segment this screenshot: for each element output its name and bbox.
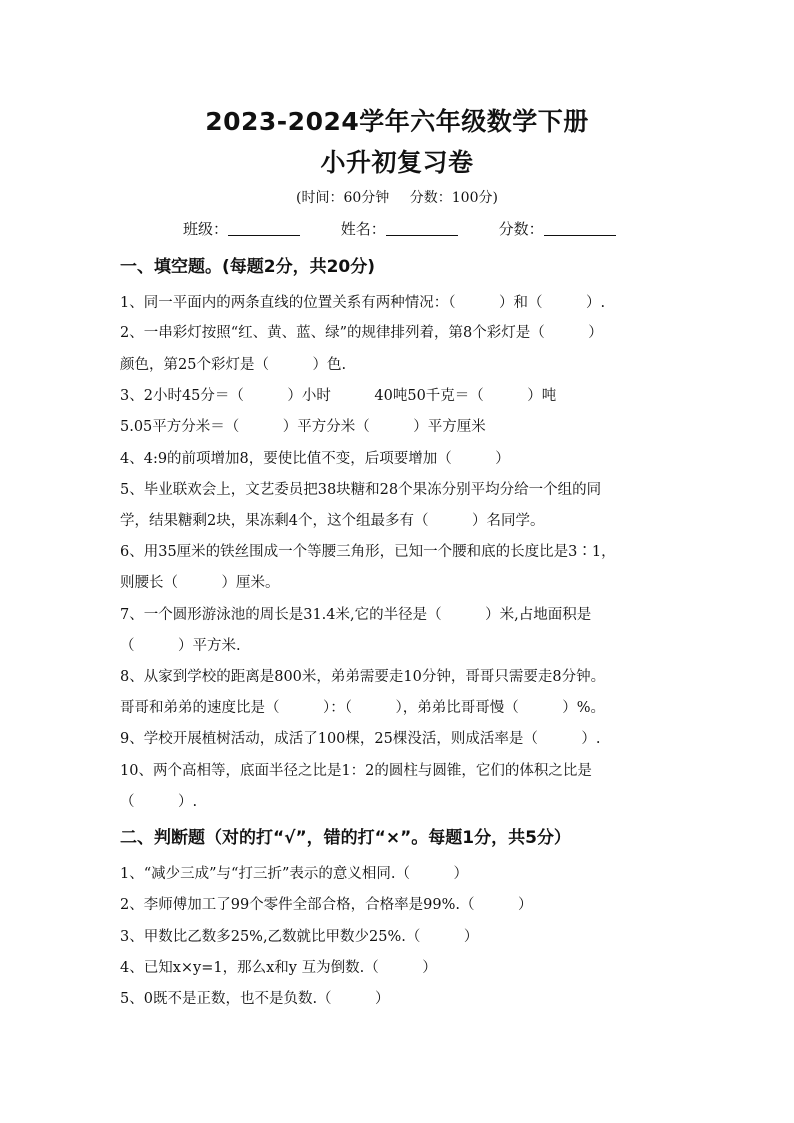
question-line: 3、甲数比乙数多25%,乙数就比甲数少25%.（ ） — [120, 929, 479, 945]
time-info: (时间：60分钟 — [296, 190, 390, 206]
score-blank[interactable] — [544, 221, 616, 236]
question-line: 则腰长（ ）厘米。 — [120, 575, 280, 591]
score-label: 分数： — [498, 220, 544, 238]
question-line: 8、从家到学校的距离是800米，弟弟需要走10分钟，哥哥只需要走8分钟。 — [120, 669, 606, 685]
question-line: 5、0既不是正数，也不是负数.（ ） — [120, 991, 390, 1007]
section-heading-true-false: 二、判断题（对的打“√”，错的打“×”。每题1分，共5分） — [120, 828, 571, 848]
question-line: 颜色，第25个彩灯是（ ）色. — [120, 357, 347, 373]
question-line: 哥哥和弟弟的速度比是（ ）：（ ），弟弟比哥哥慢（ ）%。 — [120, 700, 606, 716]
question-line: 4、4:9的前项增加8，要使比值不变，后项要增加（ ） — [120, 451, 510, 467]
exam-subtitle: 小升初复习卷 — [320, 148, 474, 177]
name-label: 姓名： — [340, 220, 386, 238]
question-line: 5、毕业联欢会上，文艺委员把38块糖和28个果冻分别平均分给一个组的同 — [120, 482, 602, 498]
class-blank[interactable] — [228, 221, 300, 236]
question-line: 7、一个圆形游泳池的周长是31.4米,它的半径是（ ）米,占地面积是 — [120, 607, 592, 623]
time-score-info — [0, 187, 794, 207]
question-line: 2、一串彩灯按照“红、黄、蓝、绿”的规律排列着，第8个彩灯是（ ） — [120, 325, 603, 341]
class-label: 班级： — [183, 220, 229, 238]
question-line: 4、已知x×y=1，那么x和y 互为倒数.（ ） — [120, 960, 437, 976]
question-line: 10、两个高相等，底面半径之比是1：2的圆柱与圆锥，它们的体积之比是 — [120, 763, 592, 779]
exam-title: 2023-2024学年六年级数学下册 — [205, 107, 589, 136]
score-info: 分数：100分) — [409, 190, 498, 206]
student-info-line — [183, 218, 652, 239]
question-line: （ ）平方米. — [120, 638, 241, 654]
question-line: 2、李师傅加工了99个零件全部合格，合格率是99%.（ ） — [120, 897, 533, 913]
question-line: 9、学校开展植树活动，成活了100棵，25棵没活，则成活率是（ ）. — [120, 731, 601, 747]
question-line: 1、同一平面内的两条直线的位置关系有两种情况：（ ）和（ ）. — [120, 295, 606, 311]
question-line: 5.05平方分米＝（ ）平方分米（ ）平方厘米 — [120, 419, 486, 435]
question-line: 6、用35厘米的铁丝围成一个等腰三角形，已知一个腰和底的长度比是3∶1， — [120, 544, 616, 560]
section-heading-fill-in: 一、填空题。(每题2分，共20分) — [120, 257, 376, 277]
question-line: 1、“减少三成”与“打三折”表示的意义相同.（ ） — [120, 866, 468, 882]
name-blank[interactable] — [386, 221, 458, 236]
question-line: （ ）. — [120, 794, 198, 810]
question-line: 学，结果糖剩2块，果冻剩4个，这个组最多有（ ）名同学。 — [120, 513, 545, 529]
question-line: 3、2小时45分＝（ ）小时 40吨50千克＝（ ）吨 — [120, 388, 557, 404]
